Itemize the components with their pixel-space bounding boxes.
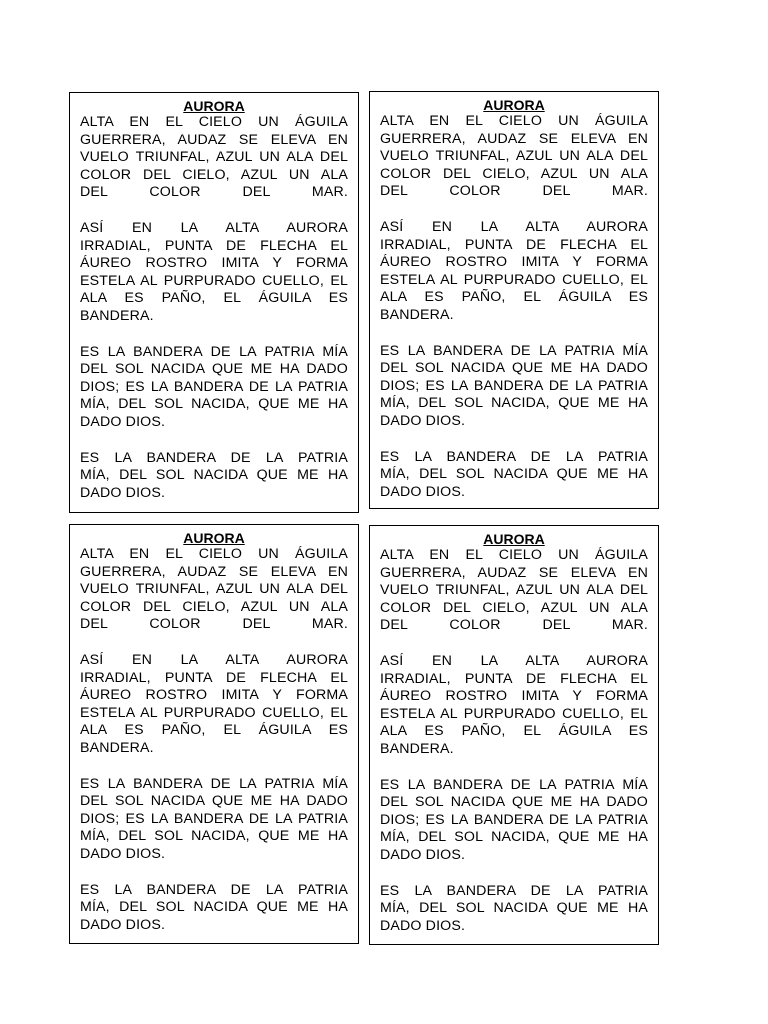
poem-line: ES LA BANDERA DE LA PATRIA MÍA	[80, 343, 348, 360]
poem-line: ES LA BANDERA DE LA PATRIA MÍA	[80, 775, 348, 792]
poem-line: BANDERA.	[380, 740, 454, 757]
poem-line: COLOR DEL CIELO, AZUL UN ALA	[80, 166, 348, 183]
poem-line: ÁUREO ROSTRO IMITA Y FORMA	[80, 687, 348, 704]
poem-line: ES LA BANDERA DE LA PATRIA	[80, 449, 348, 466]
poem-line: IRRADIAL, PUNTA DE FLECHA EL	[380, 670, 648, 687]
poem-line: IRRADIAL, PUNTA DE FLECHA EL	[80, 669, 348, 686]
poem-line: DADO DIOS.	[80, 413, 166, 430]
poem-line: ALTA EN EL CIELO UN ÁGUILA	[380, 547, 648, 563]
poem-line: ASÍ EN LA ALTA AURORA	[80, 219, 348, 236]
poem-line: ESTELA AL PURPURADO CUELLO, EL	[380, 705, 648, 722]
poem-line: MÍA, DEL SOL NACIDA, QUE ME HA	[80, 396, 348, 413]
poem-card	[369, 91, 659, 509]
poem-stanza	[380, 449, 648, 502]
poem-line: MÍA, DEL SOL NACIDA, QUE ME HA	[380, 829, 648, 846]
poem-line: DIOS; ES LA BANDERA DE LA PATRIA	[80, 378, 348, 395]
poem-line: VUELO TRIUNFAL, AZUL UN ALA DEL	[80, 581, 348, 598]
poem-line: DADO DIOS.	[380, 846, 466, 863]
poem-card	[69, 92, 359, 513]
poem-body	[80, 114, 348, 502]
poem-line: DEL SOL NACIDA QUE ME HA DADO	[380, 794, 648, 811]
poem-stanza	[80, 776, 348, 864]
poem-body	[380, 547, 648, 935]
poem-line: ES LA BANDERA DE LA PATRIA	[380, 448, 648, 465]
poem-line: ALTA EN EL CIELO UN ÁGUILA	[80, 546, 348, 562]
poem-line: ES LA BANDERA DE LA PATRIA MÍA	[380, 776, 648, 793]
poem-stanza	[380, 777, 648, 865]
poem-stanza	[80, 344, 348, 432]
poem-line: BANDERA.	[380, 306, 454, 323]
poem-line: ALTA EN EL CIELO UN ÁGUILA	[80, 114, 348, 130]
poem-line: ALTA EN EL CIELO UN ÁGUILA	[380, 113, 648, 129]
poem-line: DADO DIOS.	[380, 412, 466, 429]
poem-card	[69, 524, 359, 944]
poem-line: ES LA BANDERA DE LA PATRIA	[80, 881, 348, 898]
poem-title: AURORA	[183, 530, 245, 546]
poem-title: AURORA	[483, 531, 545, 547]
poem-line: GUERRERA, AUDAZ SE ELEVA EN	[80, 563, 348, 580]
poem-line: ESTELA AL PURPURADO CUELLO, EL	[380, 271, 648, 288]
poem-line: MÍA, DEL SOL NACIDA QUE ME HA	[380, 466, 648, 483]
poem-line: DADO DIOS.	[380, 917, 466, 934]
poem-line: MÍA, DEL SOL NACIDA QUE ME HA	[80, 899, 348, 916]
poem-line: DADO DIOS.	[80, 484, 166, 501]
poem-line: ALA ES PAÑO, EL ÁGUILA ES	[380, 723, 648, 740]
poem-line: ALA ES PAÑO, EL ÁGUILA ES	[380, 289, 648, 306]
poem-line: GUERRERA, AUDAZ SE ELEVA EN	[380, 564, 648, 581]
poem-body	[380, 113, 648, 501]
poem-line: DIOS; ES LA BANDERA DE LA PATRIA	[380, 377, 648, 394]
poem-line: DEL SOL NACIDA QUE ME HA DADO	[80, 793, 348, 810]
poem-line: DIOS; ES LA BANDERA DE LA PATRIA	[380, 811, 648, 828]
poem-line: DEL COLOR DEL MAR.	[380, 183, 648, 200]
poem-card	[369, 525, 659, 945]
poem-line: BANDERA.	[80, 739, 154, 756]
poem-line: MÍA, DEL SOL NACIDA QUE ME HA	[380, 900, 648, 917]
poem-stanza	[380, 883, 648, 936]
poem-line: COLOR DEL CIELO, AZUL UN ALA	[380, 599, 648, 616]
poem-line: DADO DIOS.	[80, 916, 166, 933]
poem-line: COLOR DEL CIELO, AZUL UN ALA	[380, 165, 648, 182]
poem-stanza	[380, 113, 648, 201]
poem-line: ÁUREO ROSTRO IMITA Y FORMA	[80, 255, 348, 272]
poem-line: VUELO TRIUNFAL, AZUL UN ALA DEL	[380, 582, 648, 599]
poem-line: ASÍ EN LA ALTA AURORA	[380, 218, 648, 235]
poem-line: ÁUREO ROSTRO IMITA Y FORMA	[380, 254, 648, 271]
poem-stanza	[80, 450, 348, 503]
poem-line: ASÍ EN LA ALTA AURORA	[80, 651, 348, 668]
poem-line: ESTELA AL PURPURADO CUELLO, EL	[80, 704, 348, 721]
poem-title: AURORA	[183, 98, 245, 114]
poem-line: ESTELA AL PURPURADO CUELLO, EL	[80, 272, 348, 289]
poem-line: GUERRERA, AUDAZ SE ELEVA EN	[380, 130, 648, 147]
poem-stanza	[80, 882, 348, 935]
poem-line: GUERRERA, AUDAZ SE ELEVA EN	[80, 131, 348, 148]
poem-line: DEL SOL NACIDA QUE ME HA DADO	[380, 360, 648, 377]
poem-stanza	[380, 653, 648, 759]
poem-line: MÍA, DEL SOL NACIDA QUE ME HA	[80, 467, 348, 484]
poem-line: DEL SOL NACIDA QUE ME HA DADO	[80, 361, 348, 378]
poem-line: DADO DIOS.	[80, 845, 166, 862]
poem-line: DADO DIOS.	[380, 483, 466, 500]
poem-line: ALA ES PAÑO, EL ÁGUILA ES	[80, 722, 348, 739]
poem-line: DIOS; ES LA BANDERA DE LA PATRIA	[80, 810, 348, 827]
poem-body	[80, 546, 348, 934]
poem-title: AURORA	[483, 97, 545, 113]
poem-stanza	[80, 546, 348, 634]
poem-stanza	[380, 219, 648, 325]
poem-line: DEL COLOR DEL MAR.	[80, 616, 348, 633]
poem-stanza	[80, 220, 348, 326]
poem-line: IRRADIAL, PUNTA DE FLECHA EL	[380, 236, 648, 253]
poem-line: BANDERA.	[80, 307, 154, 324]
poem-line: VUELO TRIUNFAL, AZUL UN ALA DEL	[380, 148, 648, 165]
poem-line: MÍA, DEL SOL NACIDA, QUE ME HA	[380, 395, 648, 412]
poem-stanza	[80, 652, 348, 758]
poem-stanza	[80, 114, 348, 202]
poem-line: ES LA BANDERA DE LA PATRIA MÍA	[380, 342, 648, 359]
poem-line: IRRADIAL, PUNTA DE FLECHA EL	[80, 237, 348, 254]
poem-stanza	[380, 343, 648, 431]
poem-line: DEL COLOR DEL MAR.	[380, 617, 648, 634]
poem-line: DEL COLOR DEL MAR.	[80, 184, 348, 201]
poem-line: ÁUREO ROSTRO IMITA Y FORMA	[380, 688, 648, 705]
poem-line: ASÍ EN LA ALTA AURORA	[380, 652, 648, 669]
poem-line: ALA ES PAÑO, EL ÁGUILA ES	[80, 290, 348, 307]
poem-line: MÍA, DEL SOL NACIDA, QUE ME HA	[80, 828, 348, 845]
poem-stanza	[380, 547, 648, 635]
poem-line: VUELO TRIUNFAL, AZUL UN ALA DEL	[80, 149, 348, 166]
poem-line: ES LA BANDERA DE LA PATRIA	[380, 882, 648, 899]
poem-line: COLOR DEL CIELO, AZUL UN ALA	[80, 598, 348, 615]
